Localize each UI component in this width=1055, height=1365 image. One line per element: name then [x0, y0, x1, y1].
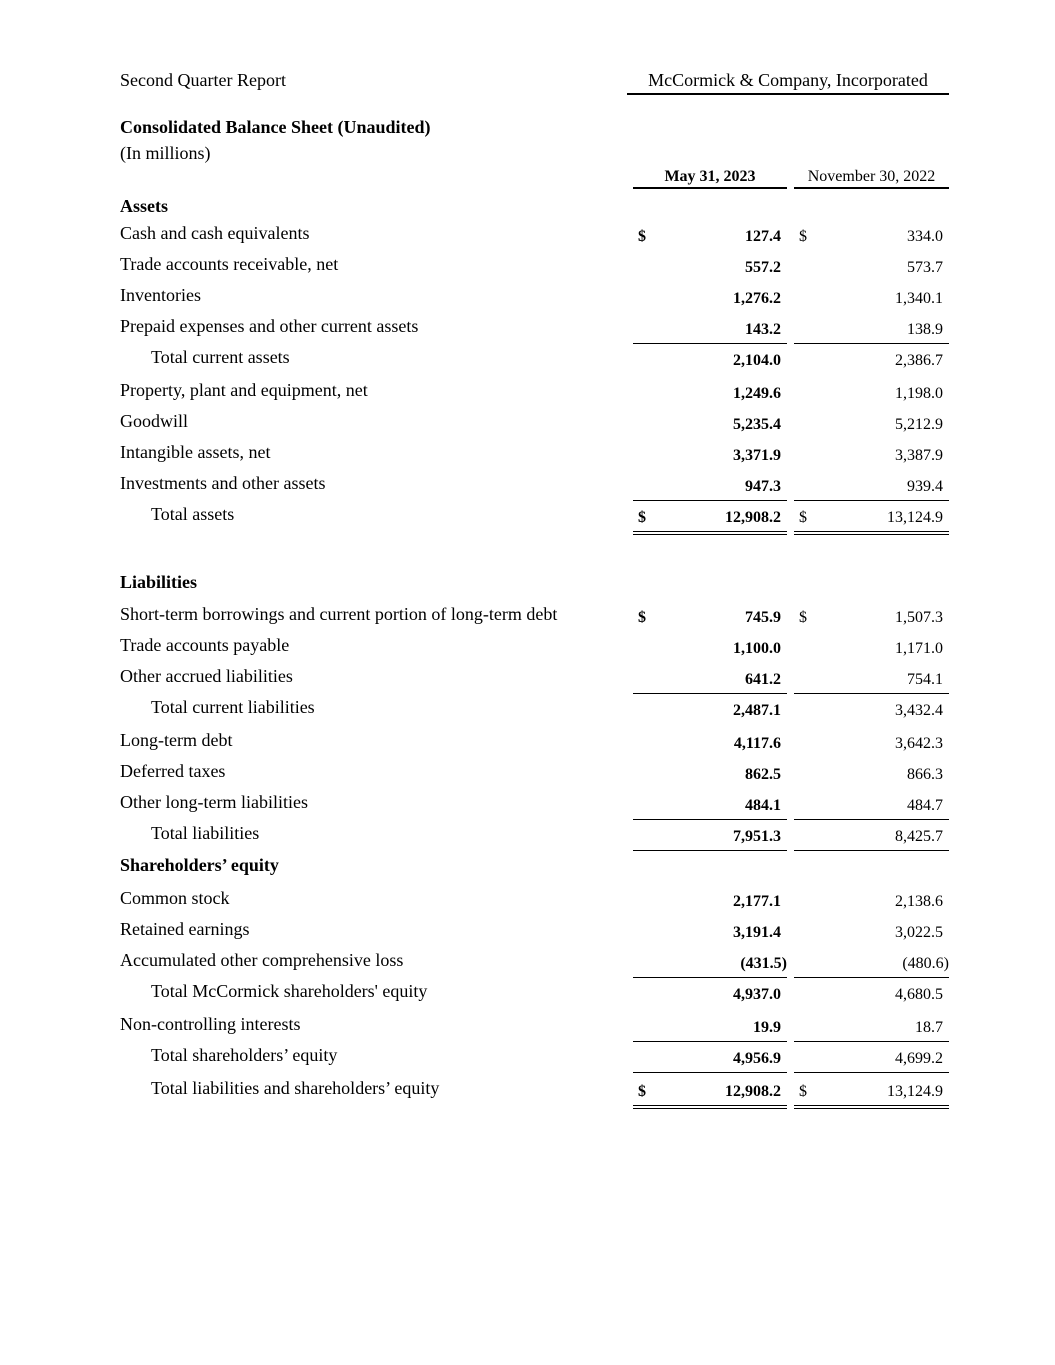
amount: 1,198.0	[895, 385, 943, 402]
table-row-other-long-term-liabilities	[0, 790, 1055, 821]
amount: 4,956.9	[733, 1050, 781, 1067]
table-row-aoci	[0, 948, 1055, 979]
value-cell-2022	[794, 416, 949, 438]
table-row-total-current-liabilities	[0, 695, 1055, 726]
value-cell-2022	[794, 321, 949, 344]
column-header-nov-2022: November 30, 2022	[794, 168, 949, 189]
amount: 947.3	[745, 478, 781, 495]
value-cell-2022	[794, 509, 949, 535]
value-cell-2023	[633, 924, 787, 946]
table-row-goodwill	[0, 409, 1055, 440]
value-cell-2023	[633, 352, 787, 374]
row-label: Total current liabilities	[151, 697, 315, 717]
row-label: Total assets	[151, 504, 235, 524]
amount: 1,249.6	[733, 385, 781, 402]
amount: 2,138.6	[895, 893, 943, 910]
amount: 2,104.0	[733, 352, 781, 369]
value-cell-2023	[633, 259, 787, 281]
table-row-short-term-borrowings	[0, 602, 1055, 633]
value-cell-2022	[794, 290, 949, 312]
amount: 641.2	[745, 671, 781, 688]
row-label: Non-controlling interests	[120, 1014, 301, 1034]
value-cell-2023	[633, 321, 787, 344]
value-cell-2022	[794, 828, 949, 851]
currency-symbol: $	[799, 1083, 807, 1100]
row-label: Investments and other assets	[120, 473, 326, 493]
table-row-total-current-assets	[0, 345, 1055, 376]
currency-symbol: $	[799, 228, 807, 245]
value-cell-2023	[633, 828, 787, 851]
column-header-may-2023: May 31, 2023	[633, 168, 787, 189]
amount: 1,100.0	[733, 640, 781, 657]
table-row-investments	[0, 471, 1055, 502]
value-cell-2022	[794, 986, 949, 1008]
value-cell-2023	[633, 986, 787, 1008]
value-cell-2023	[633, 509, 787, 535]
table-row-inventories	[0, 283, 1055, 314]
section-label: Shareholders’ equity	[120, 855, 279, 875]
value-cell-2023	[633, 671, 787, 694]
value-cell-2022	[794, 259, 949, 281]
amount: 12,908.2	[725, 1083, 781, 1100]
value-cell-2022	[794, 766, 949, 788]
value-cell-2022	[794, 1019, 949, 1042]
amount: 5,235.4	[733, 416, 781, 433]
amount: 143.2	[745, 321, 781, 338]
value-cell-2023	[633, 1019, 787, 1042]
value-cell-2022	[794, 609, 949, 631]
amount: 138.9	[907, 321, 943, 338]
row-label: Trade accounts receivable, net	[120, 254, 339, 274]
amount: 754.1	[907, 671, 943, 688]
currency-symbol: $	[638, 609, 646, 626]
amount: 3,432.4	[895, 702, 943, 719]
value-cell-2022	[794, 924, 949, 946]
amount: 3,371.9	[733, 447, 781, 464]
amount: 19.9	[753, 1019, 781, 1036]
amount: 4,117.6	[733, 735, 781, 752]
value-cell-2022	[794, 797, 949, 820]
amount: 3,191.4	[733, 924, 781, 941]
row-label: Total McCormick shareholders' equity	[151, 981, 428, 1001]
currency-symbol: $	[799, 509, 807, 526]
amount: 1,276.2	[733, 290, 781, 307]
amount: 2,386.7	[895, 352, 943, 369]
table-row-retained-earnings	[0, 917, 1055, 948]
table-row-total-mccormick-equity	[0, 979, 1055, 1010]
table-row-total-liabilities	[0, 821, 1055, 852]
amount: 4,937.0	[733, 986, 781, 1003]
row-label: Total shareholders’ equity	[151, 1045, 338, 1065]
row-label: Long-term debt	[120, 730, 233, 750]
amount: 13,124.9	[887, 509, 943, 526]
value-cell-2022	[794, 352, 949, 374]
value-cell-2022	[794, 447, 949, 469]
table-row-deferred-taxes	[0, 759, 1055, 790]
table-row-prepaid	[0, 314, 1055, 345]
value-cell-2023	[633, 702, 787, 724]
amount: (431.5)	[740, 955, 787, 972]
row-label: Goodwill	[120, 411, 189, 431]
section-label: Assets	[120, 196, 168, 216]
amount: 7,951.3	[733, 828, 781, 845]
row-label: Intangible assets, net	[120, 442, 271, 462]
value-cell-2023	[633, 290, 787, 312]
table-row-long-term-debt	[0, 728, 1055, 759]
row-label: Common stock	[120, 888, 230, 908]
amount: 5,212.9	[895, 416, 943, 433]
value-cell-2022	[794, 640, 949, 662]
row-label: Deferred taxes	[120, 761, 226, 781]
amount: 1,340.1	[895, 290, 943, 307]
amount: 334.0	[907, 228, 943, 245]
row-label: Total current assets	[151, 347, 290, 367]
table-row-total-assets	[0, 502, 1055, 533]
value-cell-2023	[633, 228, 787, 250]
amount: 8,425.7	[895, 828, 943, 845]
value-cell-2023	[633, 766, 787, 788]
amount: 484.1	[745, 797, 781, 814]
table-row-accrued-liabilities	[0, 664, 1055, 695]
table-row-ppe	[0, 378, 1055, 409]
value-cell-2023	[633, 893, 787, 915]
table-row-cash	[0, 221, 1055, 252]
value-cell-2022	[794, 955, 949, 978]
row-label: Prepaid expenses and other current assets	[120, 316, 419, 336]
amount: 2,487.1	[733, 702, 781, 719]
value-cell-2023	[633, 478, 787, 501]
row-label: Short-term borrowings and current portion of long-term debt	[120, 604, 558, 624]
value-cell-2022	[794, 702, 949, 724]
value-cell-2023	[633, 955, 787, 978]
table-row-common-stock	[0, 886, 1055, 917]
amount: 2,177.1	[733, 893, 781, 910]
amount: 3,387.9	[895, 447, 943, 464]
amount: 18.7	[915, 1019, 943, 1036]
statement-title: Consolidated Balance Sheet (Unaudited)	[120, 117, 431, 137]
value-cell-2022	[794, 735, 949, 757]
value-cell-2023	[633, 1050, 787, 1073]
amount: 573.7	[907, 259, 943, 276]
row-label: Accumulated other comprehensive loss	[120, 950, 404, 970]
value-cell-2023	[633, 609, 787, 631]
table-row-payables	[0, 633, 1055, 664]
value-cell-2023	[633, 416, 787, 438]
amount: 557.2	[745, 259, 781, 276]
row-label: Inventories	[120, 285, 201, 305]
table-row-non-controlling-interests	[0, 1012, 1055, 1043]
company-name-header: McCormick & Company, Incorporated	[627, 70, 949, 95]
amount: 12,908.2	[725, 509, 781, 526]
amount: 862.5	[745, 766, 781, 783]
currency-symbol: $	[638, 509, 646, 526]
amount: 745.9	[745, 609, 781, 626]
amount: 1,507.3	[895, 609, 943, 626]
statement-units: (In millions)	[120, 143, 211, 163]
value-cell-2023	[633, 1083, 787, 1109]
table-row-total-shareholders-equity	[0, 1043, 1055, 1074]
value-cell-2022	[794, 478, 949, 501]
value-cell-2022	[794, 1083, 949, 1109]
amount: 939.4	[907, 478, 943, 495]
row-label: Total liabilities and shareholders’ equity	[151, 1078, 440, 1098]
row-label: Property, plant and equipment, net	[120, 380, 368, 400]
amount: 4,699.2	[895, 1050, 943, 1067]
amount: 4,680.5	[895, 986, 943, 1003]
amount: 127.4	[745, 228, 781, 245]
row-label: Other accrued liabilities	[120, 666, 293, 686]
section-header-liabilities	[0, 570, 1055, 601]
amount: 866.3	[907, 766, 943, 783]
value-cell-2023	[633, 735, 787, 757]
value-cell-2022	[794, 671, 949, 694]
row-label: Trade accounts payable	[120, 635, 290, 655]
row-label: Other long-term liabilities	[120, 792, 308, 812]
value-cell-2023	[633, 640, 787, 662]
amount: 3,022.5	[895, 924, 943, 941]
table-row-total-liabilities-and-equity	[0, 1076, 1055, 1107]
table-row-receivables	[0, 252, 1055, 283]
table-row-intangibles	[0, 440, 1055, 471]
value-cell-2022	[794, 228, 949, 250]
value-cell-2022	[794, 1050, 949, 1073]
value-cell-2023	[633, 447, 787, 469]
currency-symbol: $	[638, 228, 646, 245]
value-cell-2022	[794, 893, 949, 915]
amount: 1,171.0	[895, 640, 943, 657]
currency-symbol: $	[638, 1083, 646, 1100]
section-label: Liabilities	[120, 572, 198, 592]
value-cell-2023	[633, 385, 787, 407]
row-label: Retained earnings	[120, 919, 250, 939]
value-cell-2022	[794, 385, 949, 407]
currency-symbol: $	[799, 609, 807, 626]
row-label: Cash and cash equivalents	[120, 223, 310, 243]
value-cell-2023	[633, 797, 787, 820]
report-period-header: Second Quarter Report	[120, 70, 286, 90]
amount: 484.7	[907, 797, 943, 814]
row-label: Total liabilities	[151, 823, 260, 843]
amount: 13,124.9	[887, 1083, 943, 1100]
amount: (480.6)	[902, 955, 949, 972]
amount: 3,642.3	[895, 735, 943, 752]
section-header-shareholders-equity	[0, 853, 1055, 884]
